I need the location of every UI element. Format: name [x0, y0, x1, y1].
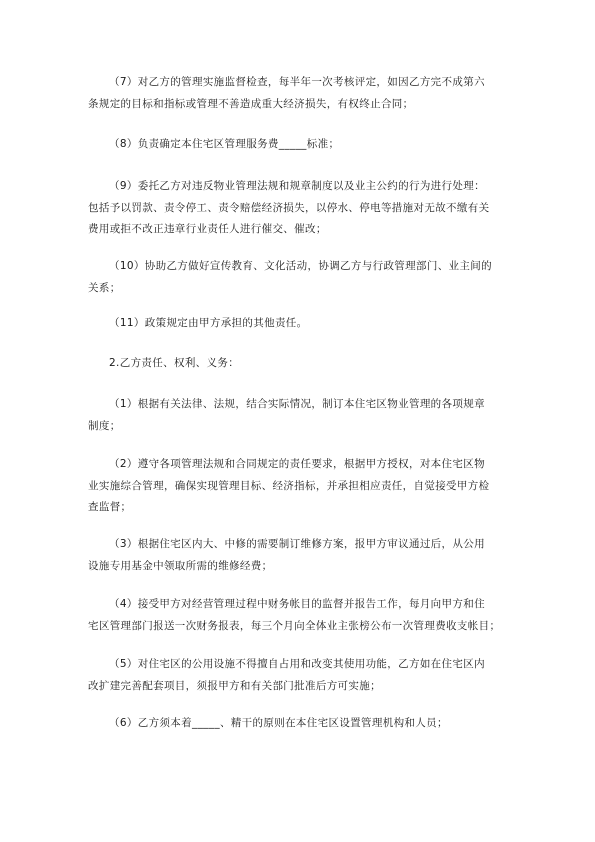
- section-heading-b: [88, 353, 533, 375]
- text-line: 2.乙方责任、权利、义务：: [109, 357, 240, 369]
- text-line: （9）委托乙方对违反物业管理法规和规章制度以及业主公约的行为进行处理：: [109, 180, 485, 192]
- clause-b-2: [88, 454, 533, 519]
- text-line: （11）政策规定由甲方承担的其他责任。: [109, 317, 308, 329]
- text-line: 关系；: [88, 281, 121, 294]
- text-line: （2）遵守各项管理法规和合同规定的责任要求，根据甲方授权，对本住宅区物: [109, 458, 485, 470]
- text-line: （8）负责确定本住宅区管理服务费_____标准；: [109, 138, 340, 150]
- clause-b-4: [88, 594, 533, 637]
- text-line: （1）根据有关法律、法规，结合实际情况，制订本住宅区物业管理的各项规章: [109, 398, 485, 410]
- text-line: （4）接受甲方对经营管理过程中财务帐目的监督并报告工作，每月向甲方和住: [109, 598, 485, 610]
- text-line: 条规定的目标和指标或管理不善造成重大经济损失，有权终止合同；: [88, 97, 414, 110]
- text-line: 宅区管理部门报送一次财务报表，每三个月向全体业主张榜公布一次管理费收支帐目；: [88, 619, 501, 632]
- text-line: （10）协助乙方做好宣传教育、文化活动，协调乙方与行政管理部门、业主间的: [109, 260, 492, 272]
- text-line: （7）对乙方的管理实施监督检查，每半年一次考核评定，如因乙方完不成第六: [109, 76, 485, 88]
- clause-a-9: [88, 176, 533, 241]
- text-line: 包括予以罚款、责令停工、责令赔偿经济损失，以停水、停电等措施对无故不缴有关: [88, 201, 490, 214]
- text-line: 查监督；: [88, 501, 132, 513]
- text-line: 费用或拒不改正违章行业责任人进行催交、催改；: [88, 223, 327, 235]
- clause-a-11: [88, 313, 533, 335]
- clause-b-6: [88, 713, 533, 735]
- text-line: 改扩建完善配套项目，须报甲方和有关部门批准后方可实施；: [88, 679, 381, 692]
- text-line: 业实施综合管理，确保实现管理目标、经济指标，并承担相应责任，自觉接受甲方检: [88, 479, 490, 492]
- clause-b-1: [88, 394, 533, 437]
- clause-b-3: [88, 534, 533, 577]
- clause-a-7: [88, 72, 533, 115]
- text-line: 设施专用基金中领取所需的维修经费；: [88, 559, 273, 572]
- text-line: （6）乙方须本着_____、精干的原则在本住宅区设置管理机构和人员；: [109, 717, 448, 729]
- clause-b-5: [88, 654, 533, 697]
- clause-a-10: [88, 256, 533, 299]
- clause-a-8: [88, 134, 533, 156]
- text-line: 制度；: [88, 419, 121, 432]
- text-line: （3）根据住宅区内大、中修的需要制订维修方案，报甲方审议通过后，从公用: [109, 538, 485, 550]
- text-line: （5）对住宅区的公用设施不得擅自占用和改变其使用功能，乙方如在住宅区内: [109, 658, 485, 670]
